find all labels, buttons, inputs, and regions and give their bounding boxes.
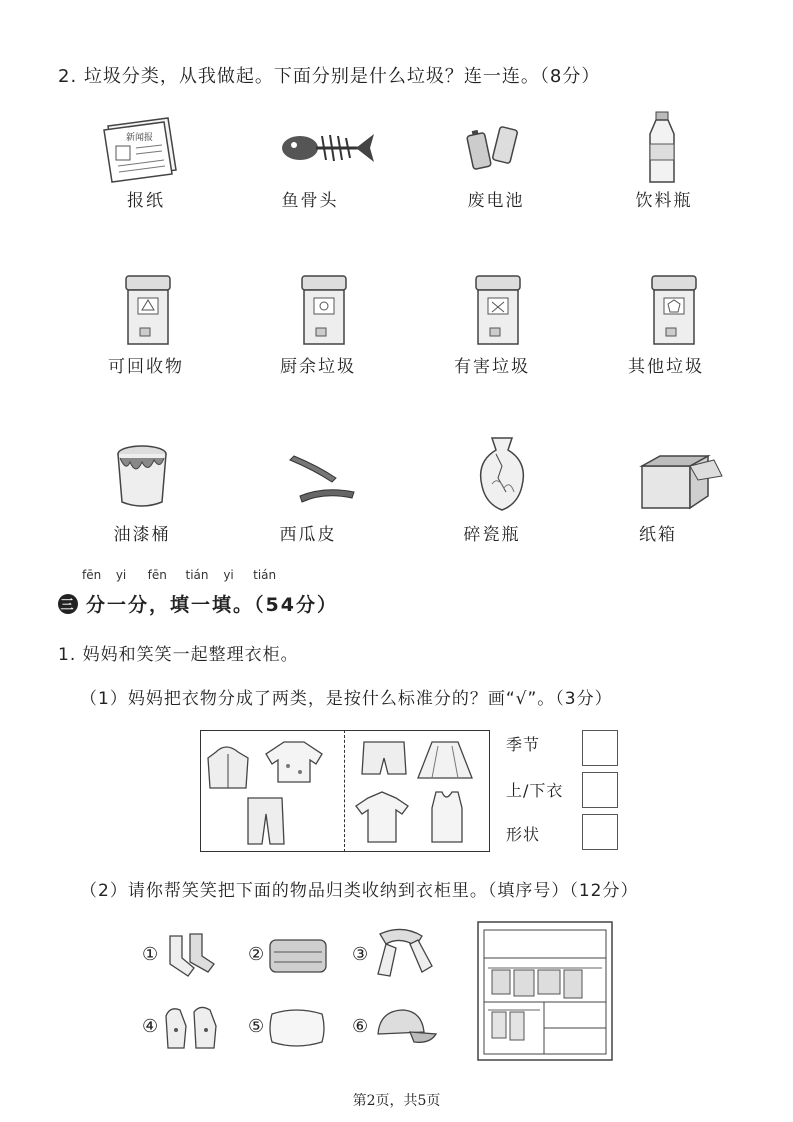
hazardous-bin-icon [436, 272, 556, 352]
label-battery: 废电池 [467, 191, 525, 211]
label-kitchen-waste: 厨余垃圾 [280, 357, 356, 377]
pinyin-fen-2: fēn [147, 568, 167, 582]
page-footer: 第2页，共5页 [352, 1093, 441, 1109]
option-season-label: 季节 [506, 735, 541, 754]
wardrobe-icon [474, 918, 616, 1064]
question-1-2-text: （2）请你帮笑笑把下面的物品归类收纳到衣柜里。（填序号）（12分） [80, 881, 639, 901]
label-hazardous: 有害垃圾 [454, 357, 530, 377]
item-3-number: ③ [352, 944, 369, 965]
jacket-icon [208, 747, 248, 788]
cardboard-box-icon [614, 436, 734, 516]
fish-bone-icon [270, 108, 390, 188]
other-waste-bin-icon [612, 272, 732, 352]
option-shape-label: 形状 [506, 825, 541, 844]
winter-clothes-group [204, 734, 342, 848]
section-3-title [58, 590, 338, 617]
svg-text:新闻报: 新闻报 [126, 133, 154, 143]
folded-quilt-icon [266, 930, 330, 980]
label-paint-bucket: 油漆桶 [113, 525, 171, 545]
tank-top-icon [432, 792, 462, 842]
option-top-bottom-checkbox[interactable] [582, 772, 618, 808]
pinyin-yi-1: yi [115, 568, 127, 582]
bottle-icon [604, 108, 724, 188]
sweater-icon [266, 742, 322, 782]
label-broken-vase: 碎瓷瓶 [463, 525, 521, 545]
label-other-waste: 其他垃圾 [628, 357, 704, 377]
kitchen-waste-bin-icon [262, 272, 382, 352]
label-bottle: 饮料瓶 [635, 191, 693, 211]
label-fish-bone: 鱼骨头 [281, 191, 339, 211]
broken-vase-icon [442, 436, 562, 516]
pinyin-tian-1: tián [185, 568, 209, 582]
label-recyclable: 可回收物 [108, 357, 184, 377]
question-1-1-text: （1）妈妈把衣物分成了两类，是按什么标准分的？画“√”。（3分） [80, 689, 613, 709]
option-season-checkbox[interactable] [582, 730, 618, 766]
label-newspaper: 报纸 [127, 191, 165, 211]
label-cardboard-box: 纸箱 [639, 525, 677, 545]
option-shape-checkbox[interactable] [582, 814, 618, 850]
socks-icon [160, 930, 220, 980]
recycle-bin-icon [86, 272, 206, 352]
item-2-number: ② [248, 944, 265, 965]
battery-icon [436, 108, 556, 188]
paint-bucket-icon [82, 436, 202, 516]
scarf-icon [370, 926, 434, 980]
mittens-icon [160, 1002, 222, 1054]
pinyin-tian-2: tián [253, 568, 277, 582]
section-3-badge: 三 [58, 594, 78, 614]
pinyin-yi-2: yi [223, 568, 234, 582]
item-4-number: ④ [142, 1016, 159, 1037]
cap-icon [370, 1002, 438, 1052]
item-5-number: ⑤ [248, 1016, 265, 1037]
summer-clothes-group [348, 734, 486, 848]
section-3-title-text: 分一分，填一填。（54分） [86, 594, 338, 616]
item-6-number: ⑥ [352, 1016, 369, 1037]
pinyin-fen-1: fēn [82, 568, 102, 582]
newspaper-icon [86, 108, 206, 188]
skirt-icon [418, 742, 472, 778]
pants-icon [248, 798, 284, 844]
watermelon-rind-icon [264, 436, 384, 516]
option-top-bottom-label: 上/下衣 [506, 781, 564, 800]
item-1-number: ① [142, 944, 159, 965]
pillow-icon [266, 1004, 328, 1052]
shorts-icon [362, 742, 406, 774]
question-2-title: 2. 垃圾分类，从我做起。下面分别是什么垃圾？连一连。（8分） [58, 66, 601, 87]
label-watermelon-rind: 西瓜皮 [279, 525, 337, 545]
clothes-divider [344, 730, 345, 852]
question-1-text: 1. 妈妈和笑笑一起整理衣柜。 [58, 645, 299, 665]
tshirt-icon [356, 792, 408, 842]
section-3-pinyin [82, 568, 283, 582]
